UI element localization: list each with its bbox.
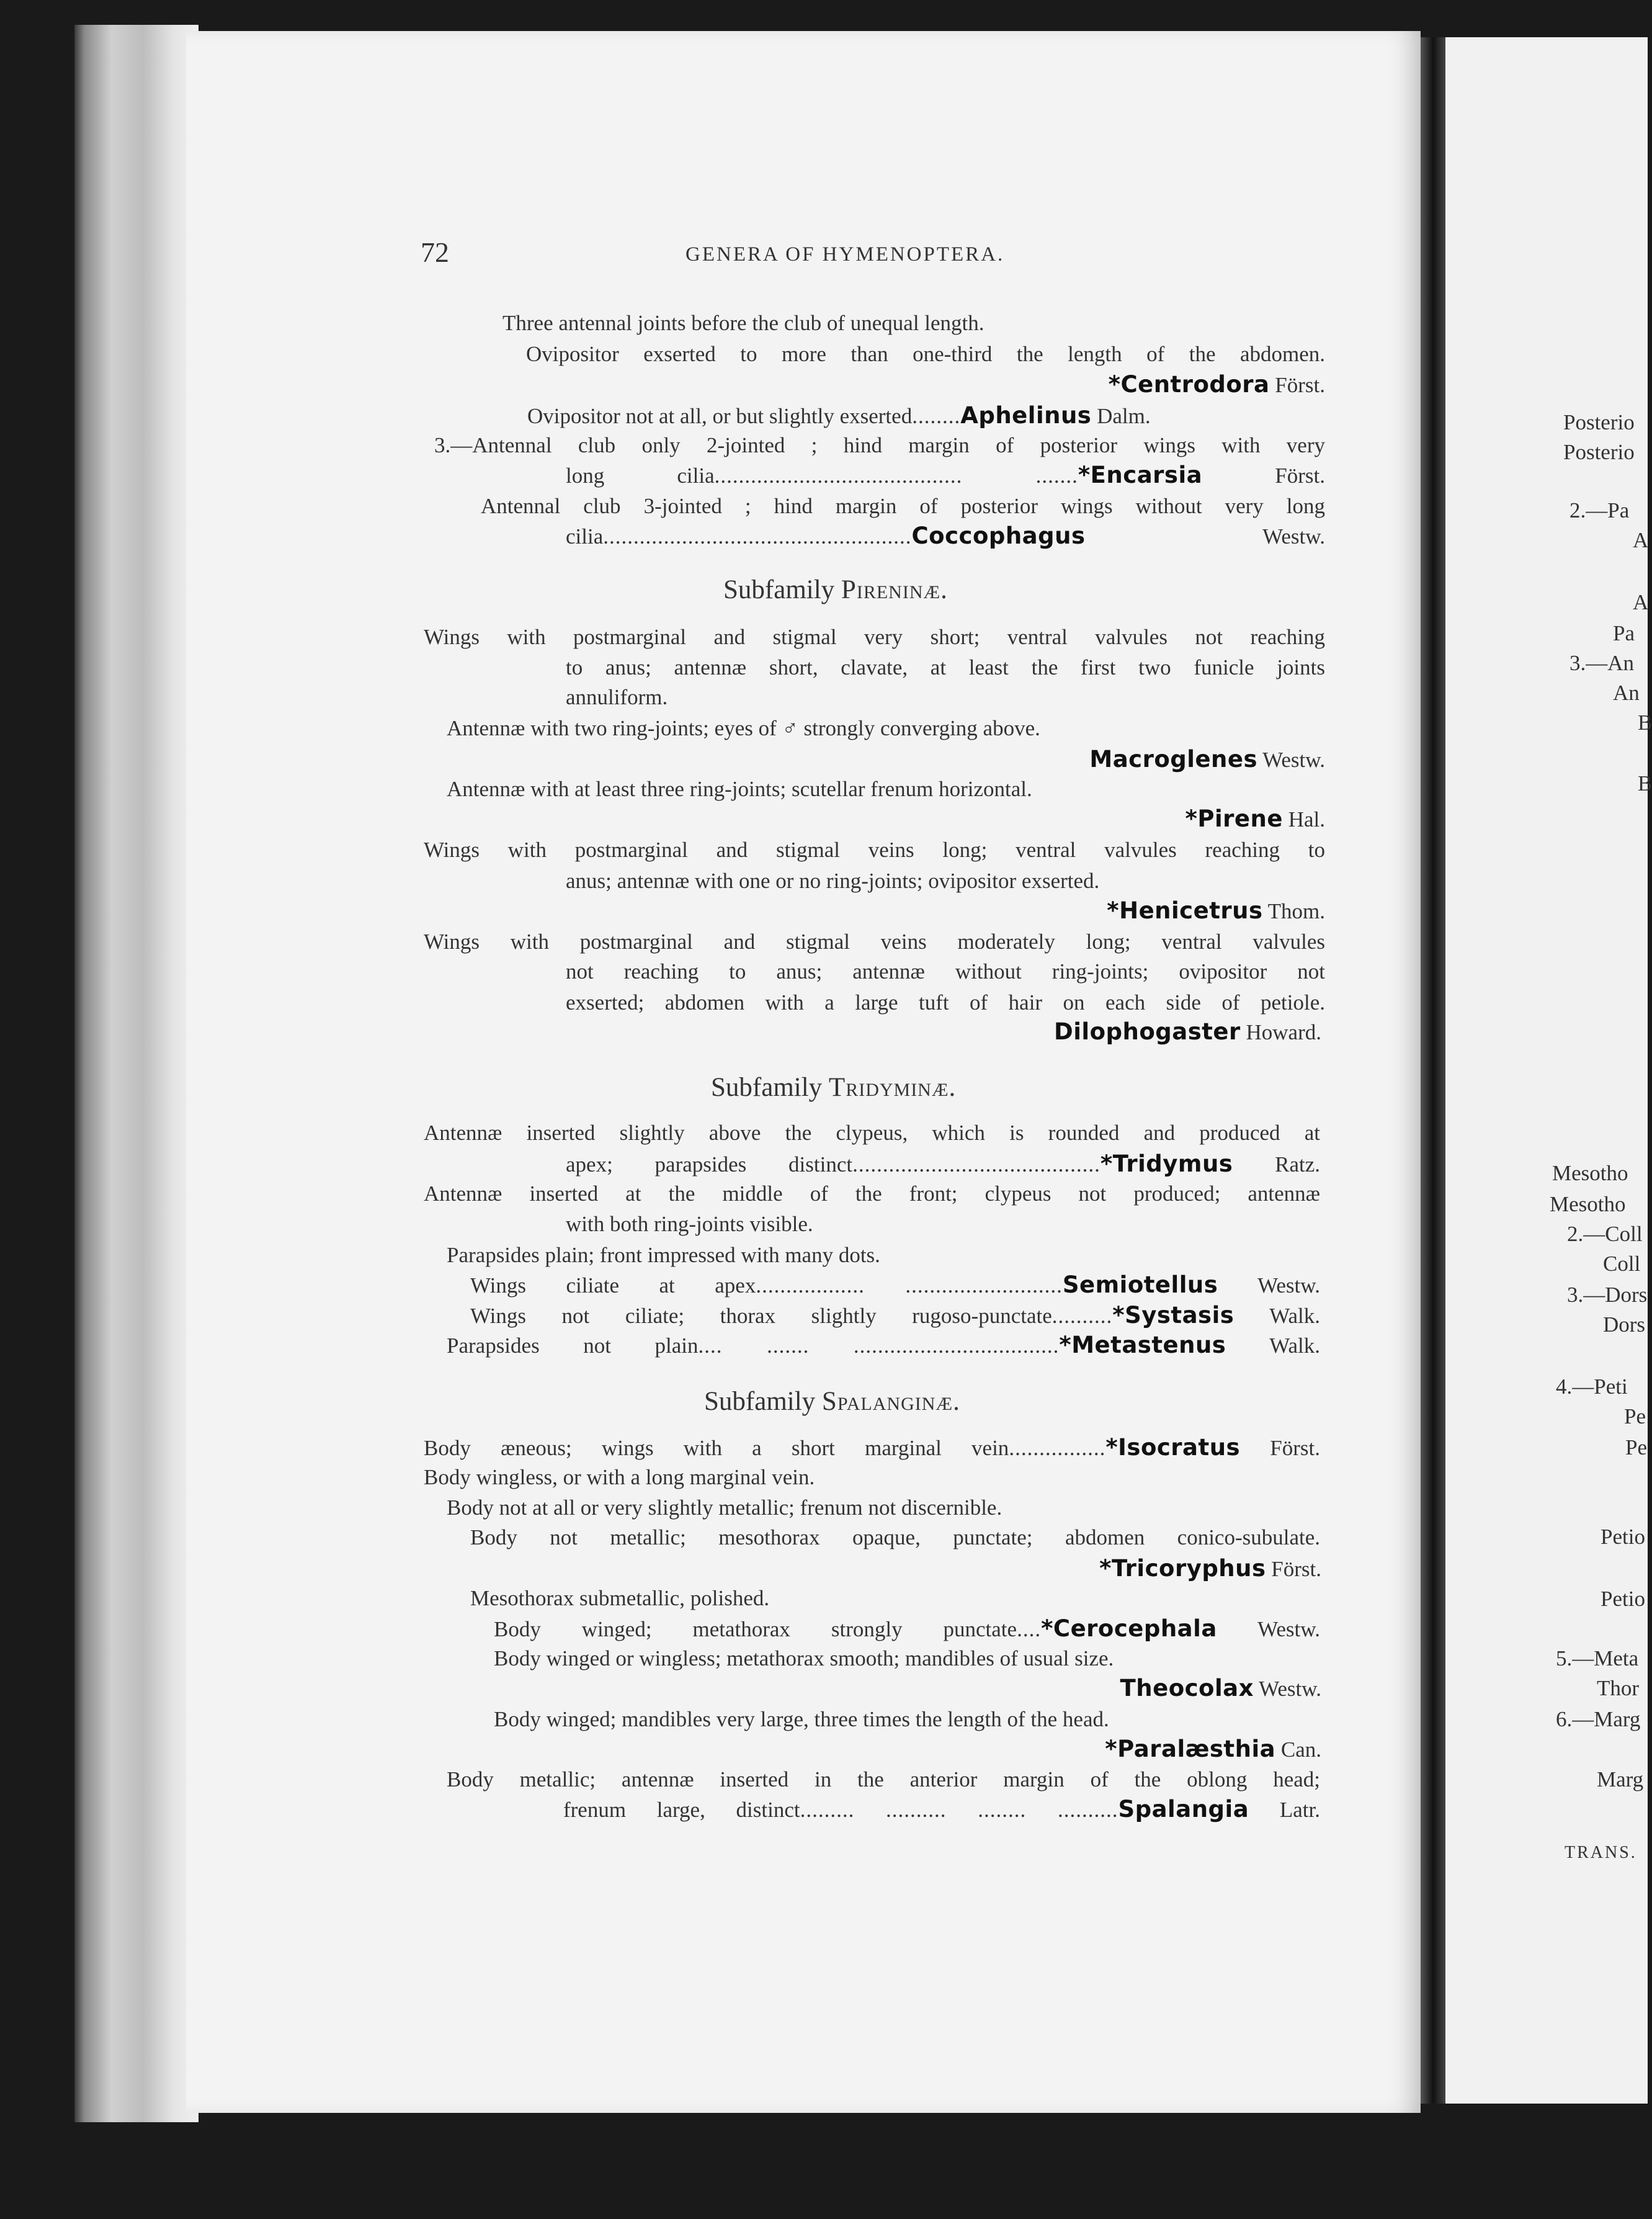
- genus-name: Theocolax: [1120, 1675, 1254, 1701]
- genus-author: Westw.: [1257, 1617, 1320, 1641]
- key-entry-coccophagus: [566, 522, 1325, 551]
- facing-page-fragment: Pa: [1613, 621, 1635, 645]
- key-entry-spalangia: [563, 1795, 1320, 1824]
- facing-page-fragment: Posterio: [1563, 410, 1635, 434]
- facing-page-fragment: 2.—Coll: [1567, 1222, 1643, 1246]
- key-entry-metastenus: [447, 1331, 1320, 1360]
- key-text: long cilia: [566, 464, 715, 488]
- genus-name: Aphelinus: [960, 402, 1092, 429]
- genus-author: Can.: [1280, 1737, 1321, 1762]
- book-page-edges: [74, 25, 199, 2122]
- subfamily-heading-spalanginae: [704, 1386, 960, 1417]
- key-text: Body winged; metathorax strongly punctate: [494, 1617, 1017, 1641]
- leader-dots: ...................................................: [603, 524, 912, 549]
- heading-name: Spalanginæ.: [821, 1387, 960, 1416]
- facing-page-fragment: Pe: [1625, 1435, 1647, 1459]
- heading-prefix: Subfamily: [711, 1073, 823, 1102]
- facing-page-fragment: 3.—Dors: [1567, 1283, 1648, 1307]
- facing-page-fragment: Pe: [1624, 1404, 1646, 1428]
- genus-author: Latr.: [1279, 1798, 1321, 1822]
- key-line: Parapsides plain; front impressed with many dots.: [447, 1243, 880, 1267]
- facing-page-fragment: An: [1613, 681, 1640, 705]
- leader-dots: .........................................: [852, 1152, 1101, 1177]
- genus-author: Först.: [1275, 373, 1325, 397]
- book-gutter: [1421, 37, 1445, 2104]
- genus-name: Spalangia: [1118, 1796, 1249, 1822]
- facing-page-fragment: Dors: [1603, 1312, 1646, 1337]
- genus-name: Macroglenes: [1089, 746, 1257, 773]
- genus-name: *Encarsia: [1078, 462, 1203, 488]
- key-text: Body æneous; wings with a short marginal vein: [424, 1436, 1009, 1460]
- heading-name: Tridyminæ.: [828, 1073, 957, 1102]
- facing-page-fragment: 2.—Pa: [1569, 498, 1630, 522]
- key-line: Body not metallic; mesothorax opaque, punctate; abdomen conico-subulate.: [470, 1525, 1320, 1549]
- genus-author: Först.: [1275, 464, 1325, 488]
- genus-author: Först.: [1271, 1557, 1321, 1581]
- genus-author: Hal.: [1288, 807, 1325, 832]
- genus-author: Howard.: [1246, 1020, 1321, 1044]
- key-line: Body metallic; antennæ inserted in the anterior margin of the oblong head;: [447, 1767, 1320, 1791]
- leader-dots: ................: [1009, 1436, 1106, 1460]
- key-line: Wings with postmarginal and stigmal very short; ventral valvules not reaching: [424, 625, 1325, 649]
- key-entry-macroglenes: [1089, 745, 1325, 774]
- genus-name: *Centrodora: [1108, 371, 1270, 398]
- key-entry-tridymus: [566, 1150, 1320, 1179]
- facing-page-fragment: Petio: [1601, 1525, 1645, 1549]
- genus-name: *Cerocephala: [1041, 1615, 1217, 1642]
- facing-page-fragment: A: [1633, 590, 1649, 614]
- heading-name: Pireninæ.: [841, 575, 948, 604]
- genus-author: Westw.: [1262, 524, 1325, 549]
- key-line: Ovipositor exserted to more than one-third the length of the abdomen.: [526, 342, 1325, 366]
- facing-page-fragment: 3.—An: [1569, 651, 1635, 675]
- key-line: not reaching to anus; antennæ without ring-joints; ovipositor not: [566, 959, 1325, 984]
- key-entry-cerocephala: [494, 1615, 1320, 1644]
- key-line: exserted; abdomen with a large tuft of hair on each side of petiole.: [566, 990, 1325, 1015]
- key-line: Body wingless, or with a long marginal vein.: [424, 1465, 815, 1489]
- genus-name: *Paralæsthia: [1105, 1736, 1276, 1762]
- key-entry-paralaesthia: [1105, 1735, 1321, 1764]
- leader-dots: ........: [912, 404, 961, 428]
- key-line: Body winged; mandibles very large, three times the length of the head.: [494, 1707, 1109, 1731]
- facing-page-fragment: Marg: [1597, 1767, 1644, 1791]
- key-line: to anus; antennæ short, clavate, at least the first two funicle joints: [566, 655, 1325, 679]
- key-text: apex; parapsides distinct: [566, 1152, 853, 1177]
- genus-author: Ratz.: [1275, 1152, 1320, 1177]
- facing-page-fragment: 5.—Meta: [1556, 1646, 1639, 1670]
- facing-page-fragment: Mesotho: [1550, 1192, 1626, 1216]
- key-entry-theocolax: [1120, 1674, 1321, 1703]
- genus-name: *Systasis: [1112, 1302, 1235, 1329]
- genus-author: Thom.: [1267, 899, 1325, 923]
- facing-page-fragment: 6.—Marg: [1556, 1707, 1641, 1731]
- subfamily-heading-pireninae: [723, 575, 948, 605]
- genus-author: Westw.: [1257, 1273, 1321, 1298]
- key-line: Mesothorax submetallic, polished.: [470, 1586, 770, 1610]
- genus-author: Walk.: [1269, 1304, 1320, 1328]
- key-line: Antennæ with two ring-joints; eyes of ♂ strongly converging above.: [447, 716, 1040, 740]
- leader-dots: ......... .......... ........ ..........: [800, 1798, 1118, 1822]
- facing-page-fragment: A: [1633, 528, 1649, 552]
- genus-name: *Tridymus: [1100, 1150, 1233, 1177]
- genus-author: Westw.: [1259, 1677, 1321, 1701]
- key-entry-aphelinus: [527, 401, 1151, 431]
- heading-prefix: Subfamily: [723, 575, 835, 604]
- key-entry-isocratus: [424, 1433, 1320, 1463]
- key-text: Wings not ciliate; thorax slightly rugoso-punctate: [470, 1304, 1052, 1328]
- genus-author: Först.: [1270, 1436, 1320, 1460]
- key-line: Antennæ inserted slightly above the clypeus, which is rounded and produced at: [424, 1121, 1320, 1145]
- genus-name: *Metastenus: [1059, 1332, 1226, 1358]
- key-entry-tricoryphus: [1099, 1554, 1321, 1584]
- leader-dots: ..........: [1051, 1304, 1113, 1328]
- key-entry-pirene: [1185, 805, 1325, 834]
- key-entry-systasis: [470, 1301, 1320, 1330]
- facing-page-fragment: 4.—Peti: [1556, 1374, 1628, 1399]
- genus-name: Semiotellus: [1062, 1271, 1218, 1298]
- leader-dots: ......................................... .......: [714, 464, 1078, 488]
- key-entry-encarsia: [566, 461, 1325, 490]
- genus-name: Dilophogaster: [1054, 1018, 1241, 1045]
- key-text: cilia: [566, 524, 604, 549]
- key-line: Three antennal joints before the club of unequal length.: [502, 311, 985, 335]
- facing-page-fragment: Coll: [1603, 1252, 1641, 1276]
- facing-page-fragment: B: [1638, 711, 1652, 735]
- heading-prefix: Subfamily: [704, 1387, 816, 1416]
- genus-name: Coccophagus: [911, 522, 1086, 549]
- page-number: 72: [421, 236, 449, 268]
- key-line: Wings with postmarginal and stigmal veins moderately long; ventral valvules: [424, 930, 1325, 954]
- key-text: Wings ciliate at apex: [470, 1273, 756, 1298]
- key-line: Antennæ with at least three ring-joints; scutellar frenum horizontal.: [447, 777, 1032, 801]
- key-entry-henicetrus: [1107, 897, 1325, 926]
- key-line: 3.—Antennal club only 2-jointed ; hind margin of posterior wings with very: [434, 433, 1325, 457]
- key-text: Ovipositor not at all, or but slightly exserted: [527, 404, 913, 428]
- key-entry-semiotellus: [470, 1271, 1320, 1300]
- key-line: Wings with postmarginal and stigmal veins long; ventral valvules reaching to: [424, 838, 1325, 862]
- key-line: anus; antennæ with one or no ring-joints; ovipositor exserted.: [566, 869, 1100, 893]
- key-text: Parapsides not plain: [447, 1334, 699, 1358]
- genus-name: *Pirene: [1185, 805, 1283, 832]
- facing-page-fragment: Thor: [1597, 1676, 1640, 1700]
- leader-dots: .................. ..........................: [756, 1273, 1063, 1298]
- facing-page-fragment: Posterio: [1563, 440, 1635, 464]
- running-head: GENERA OF HYMENOPTERA.: [685, 243, 1005, 266]
- key-line: Body not at all or very slightly metallic; frenum not discernible.: [447, 1495, 1002, 1520]
- subfamily-heading-tridyminae: [711, 1072, 956, 1103]
- key-entry-centrodora: [1109, 370, 1325, 400]
- key-line: with both ring-joints visible.: [566, 1212, 813, 1236]
- facing-page-footer: TRANS.: [1565, 1843, 1637, 1862]
- genus-name: *Isocratus: [1105, 1434, 1241, 1461]
- genus-name: *Henicetrus: [1107, 897, 1263, 924]
- genus-author: Walk.: [1269, 1334, 1321, 1358]
- genus-author: Westw.: [1262, 748, 1325, 772]
- genus-author: Dalm.: [1097, 404, 1151, 428]
- genus-name: *Tricoryphus: [1099, 1555, 1266, 1582]
- key-line: Antennal club 3-jointed ; hind margin of posterior wings without very long: [481, 494, 1325, 518]
- leader-dots: ....: [1017, 1617, 1042, 1641]
- facing-page-fragment: Mesotho: [1552, 1161, 1628, 1185]
- key-line: Antennæ inserted at the middle of the front; clypeus not produced; antennæ: [424, 1181, 1320, 1206]
- leader-dots: .... ....... ..................................: [698, 1334, 1060, 1358]
- facing-page-fragment: Petio: [1601, 1587, 1645, 1611]
- key-entry-dilophogaster: [1054, 1018, 1321, 1047]
- key-line: Body winged or wingless; metathorax smooth; mandibles of usual size.: [494, 1646, 1114, 1670]
- key-line: annuliform.: [566, 685, 668, 709]
- key-text: frenum large, distinct: [563, 1798, 800, 1822]
- facing-page-fragment: B: [1638, 771, 1652, 796]
